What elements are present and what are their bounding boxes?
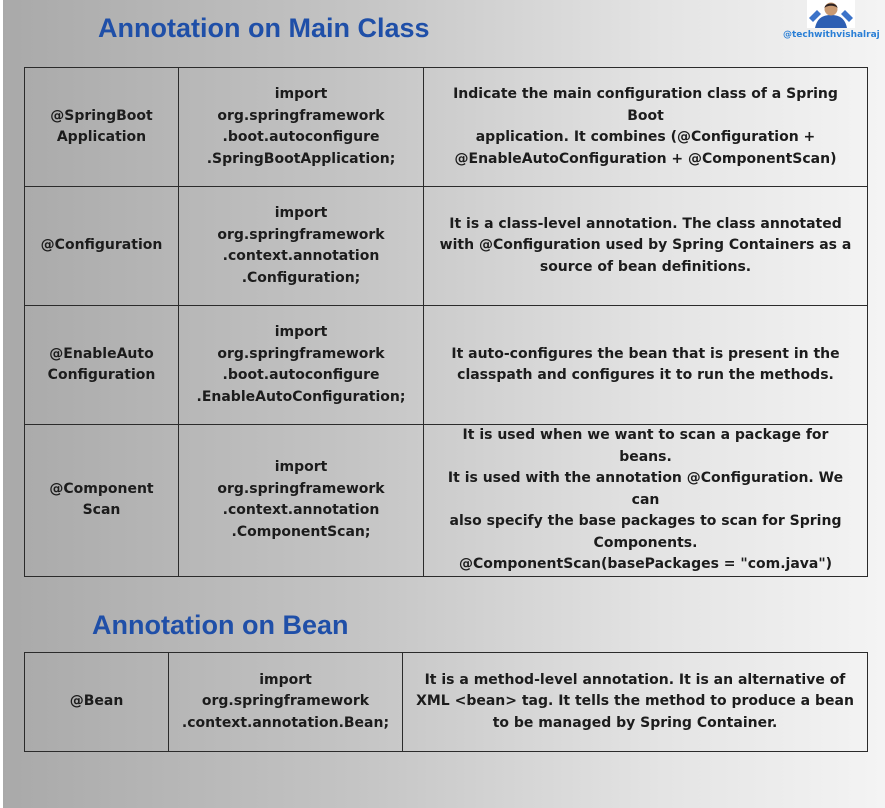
description-line: also specify the base packages to scan for Spring: [449, 513, 842, 529]
import-line: .boot.autoconfigure: [222, 367, 380, 383]
description-line: It is used with the annotation @Configuration. We can: [447, 470, 844, 508]
description-line: application. It combines (@Configuration +: [475, 129, 816, 145]
avatar: [807, 0, 855, 28]
bean-annotations-table: [24, 652, 868, 752]
import-line: .SpringBootApplication;: [206, 150, 396, 167]
import-line: org.springframework: [217, 345, 385, 362]
import-line: import: [259, 671, 312, 688]
description-line: XML <bean> tag. It tells the method to produce a bean: [416, 693, 854, 710]
import-line: org.springframework: [217, 107, 385, 124]
description-line: @ComponentScan(basePackages = "com.java"): [458, 556, 833, 572]
main-class-heading: Annotation on Main Class: [98, 13, 430, 43]
annotation-name: @Component: [49, 480, 154, 497]
description-line: Components.: [593, 534, 698, 551]
annotation-cell: [25, 68, 179, 187]
brand-logo: [783, 0, 879, 41]
main-class-annotations-table: [24, 67, 868, 577]
import-line: .context.annotation: [222, 248, 380, 264]
annotation-name: @Configuration: [40, 237, 163, 254]
description-cell: [424, 68, 868, 187]
description-line: classpath and configures it to run the methods.: [457, 367, 834, 383]
description-line: It is a class-level annotation. The class annotated: [449, 215, 842, 232]
description-line: It is a method-level annotation. It is an alternative of: [424, 671, 846, 688]
annotation-cell: [25, 306, 179, 425]
left-edge-strip: [0, 0, 3, 808]
annotation-cell: [25, 425, 179, 577]
import-line: import: [274, 86, 328, 102]
import-line: .context.annotation: [222, 502, 380, 519]
annotation-name: Configuration: [47, 367, 156, 383]
import-cell: [179, 306, 424, 425]
import-line: org.springframework: [217, 226, 385, 243]
description-line: source of bean definitions.: [539, 258, 752, 275]
description-line: Indicate the main configuration class of a Spring Boot: [453, 86, 838, 124]
brand-handle: @techwithvishalraj: [783, 30, 880, 40]
import-cell: [179, 187, 424, 306]
description-line: It auto-configures the bean that is present in the: [451, 345, 840, 362]
description-cell: [424, 187, 868, 306]
import-line: org.springframework: [217, 480, 385, 497]
description-cell: [403, 653, 868, 752]
import-line: import: [274, 459, 328, 476]
description-line: to be managed by Spring Container.: [492, 714, 778, 731]
description-cell: [424, 306, 868, 425]
import-line: .Configuration;: [241, 269, 361, 286]
import-line: .ComponentScan;: [231, 523, 371, 540]
table-row: [25, 425, 868, 577]
annotation-name: Application: [56, 129, 147, 145]
table-row: [25, 653, 868, 752]
table-row: [25, 68, 868, 187]
annotation-cell: [25, 653, 169, 752]
description-line: with @Configuration used by Spring Containers as a: [439, 237, 852, 254]
import-line: .context.annotation.Bean;: [181, 714, 390, 731]
import-line: import: [274, 324, 328, 340]
description-cell: [424, 425, 868, 577]
annotation-name: @SpringBoot: [50, 107, 153, 124]
annotation-name: @EnableAuto: [49, 345, 154, 362]
annotation-name: @Bean: [69, 693, 124, 710]
import-line: .EnableAutoConfiguration;: [196, 388, 406, 405]
import-line: import: [274, 205, 328, 221]
table-row: [25, 306, 868, 425]
description-line: @EnableAutoConfiguration + @ComponentScan): [454, 150, 837, 167]
import-cell: [179, 425, 424, 577]
import-cell: [179, 68, 424, 187]
bean-heading: Annotation on Bean: [92, 610, 349, 640]
import-cell: [169, 653, 403, 752]
annotation-name: Scan: [82, 502, 121, 519]
annotation-cell: [25, 187, 179, 306]
import-line: .boot.autoconfigure: [222, 129, 380, 145]
import-line: org.springframework: [201, 693, 370, 710]
description-line: It is used when we want to scan a package for beans.: [462, 427, 829, 465]
table-row: [25, 187, 868, 306]
